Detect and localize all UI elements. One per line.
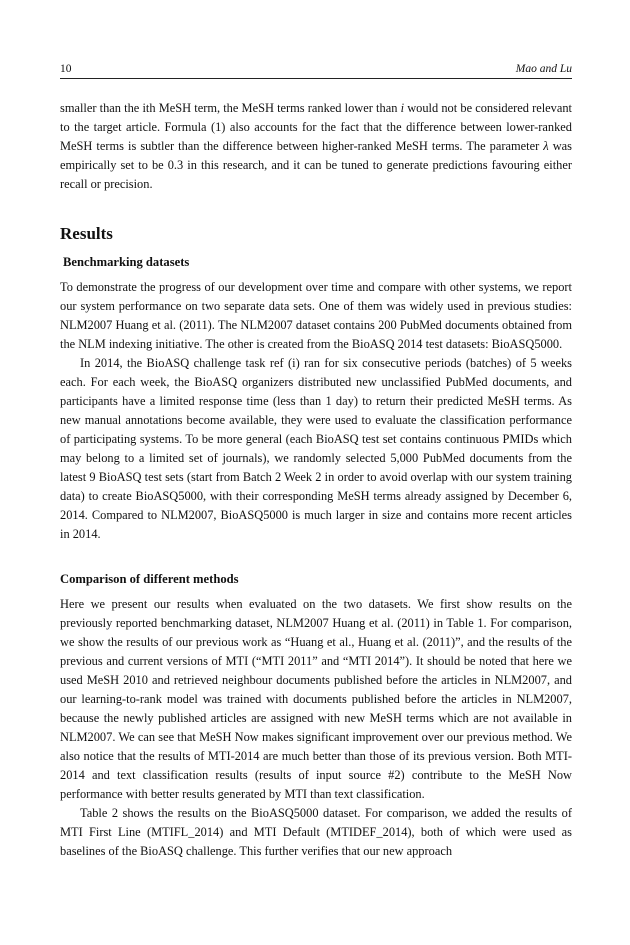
section-title-results: Results xyxy=(60,224,113,243)
intro-paragraph xyxy=(60,99,572,194)
benchmarking-paragraph-2: In 2014, the BioASQ challenge task ref (i) ran for six consecutive periods (batches) of 5 weeks each. For each week, the BioASQ organizers distributed new unclassified PubMed documents, and participants have a limited response time (less than 1 day) to return their predicted MeSH terms. As new manual annotations become available, they were used to evaluate the classification performance of participating systems. To be more general (each BioASQ test set contains continuous PMIDs which may belong to a limited set of journals), we randomly selected 5,000 PubMed documents from the latest 9 BioASQ test sets (start from Batch 2 Week 2 in order to avoid overlap with our system training data) to create BioASQ5000, with their corresponding MeSH terms already assigned by December 6, 2014. Compared to NLM2007, BioASQ5000 is much larger in size and contains more recent articles in 2014. xyxy=(60,356,572,541)
intro-text-3: was empirically set to be 0.3 in this research, and it can be tuned to generate predictions favouring either recall or precision. xyxy=(60,139,572,191)
subsection-title-comparison: Comparison of different methods xyxy=(60,572,239,586)
page-number: 10 xyxy=(60,63,72,75)
running-header xyxy=(60,62,572,79)
comparison-paragraph-2: Table 2 shows the results on the BioASQ5000 dataset. For comparison, we added the results of MTI First Line (MTIFL_2014) and MTI Default (MTIDEF_2014), both of which were used as baselines of the BioASQ challenge. This further verifies that our new approach xyxy=(60,806,572,858)
comparison-paragraph-1: Here we present our results when evaluated on the two datasets. We first show results on the previously reported benchmarking dataset, NLM2007 Huang et al. (2011) in Table 1. For comparison, we show the results of our previous work as “Huang et al., Huang et al. (2011)”, and the results of the previous and current versions of MTI (“MTI 2011” and “MTI 2014”). It should be noted that here we used MeSH 2010 and retrieved neighbour documents published before the articles in NLM2007, and our learning-to-rank model was trained with documents published before the articles in NLM2007, because the newly published articles are assigned with new MeSH terms which are not available in NLM2007. We can see that MeSH Now makes significant improvement over our previous method. We also notice that the results of MTI-2014 are much better than those of its previous version. Both MTI-2014 and text classification results (results of input source #2) contribute to the MeSH Now performance with better results generated by MTI than text classification. xyxy=(60,597,572,801)
benchmarking-paragraph-1: To demonstrate the progress of our development over time and compare with other systems, we report our system performance on two separate data sets. One of them was widely used in previous studies: NLM2007 Huang et al. (2011). The NLM2007 dataset contains 200 PubMed documents obtained from the NLM indexing initiative. The other is created from the BioASQ 2014 test datasets: BioASQ5000. xyxy=(60,280,572,351)
subsection-title-benchmarking: Benchmarking datasets xyxy=(63,255,190,269)
intro-text-1: smaller than the ith MeSH term, the MeSH terms ranked lower than xyxy=(60,101,401,115)
page xyxy=(60,62,572,861)
intro-text-2: would not be considered relevant to the target article. Formula (1) also accounts for the fact that the difference between lower-ranked MeSH terms is subtler than the difference between higher-ranked MeSH terms. The parameter xyxy=(60,101,572,153)
variable-i: i xyxy=(400,101,405,115)
running-head-authors: Mao and Lu xyxy=(515,63,572,75)
lambda-symbol: λ xyxy=(543,139,549,153)
